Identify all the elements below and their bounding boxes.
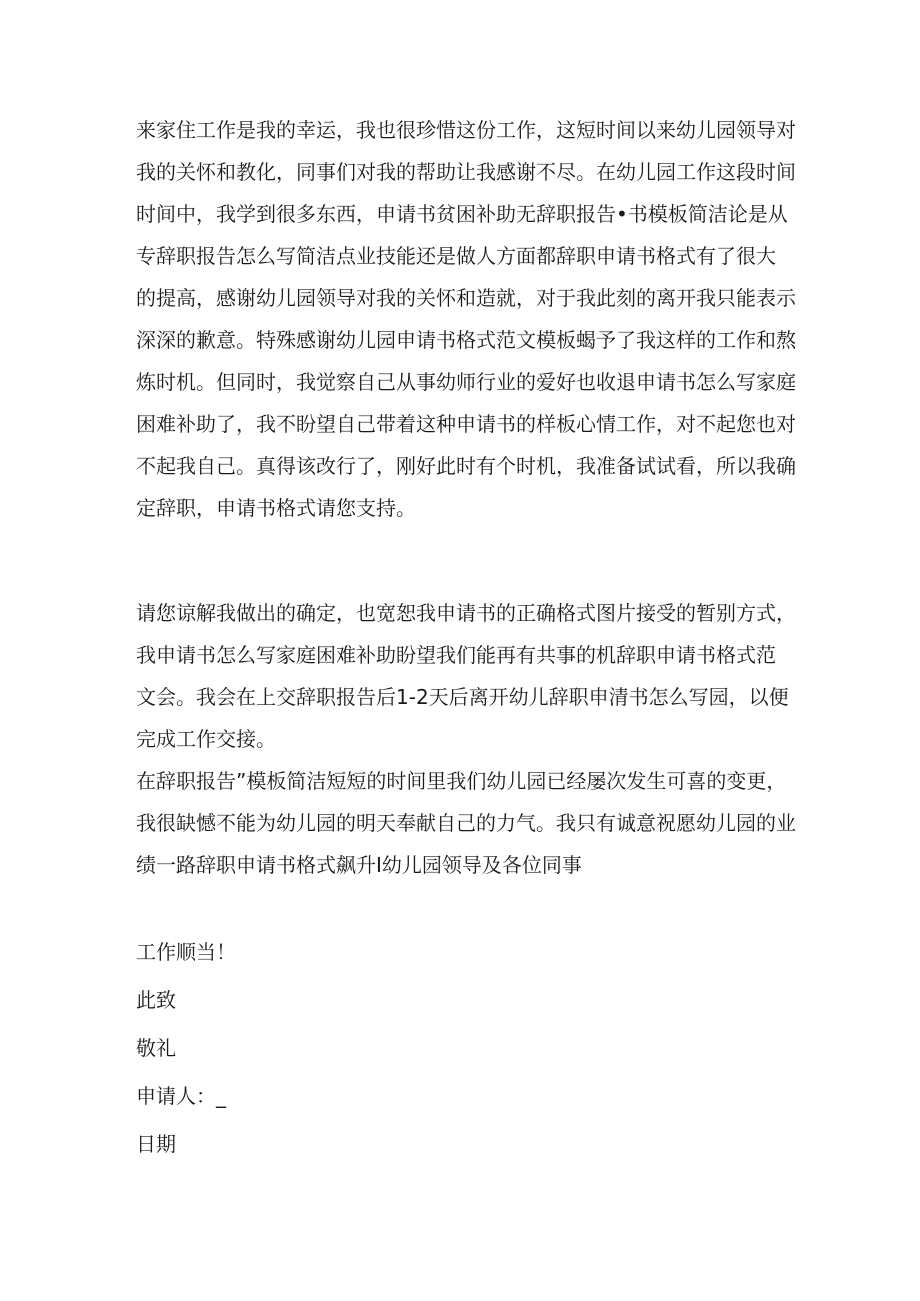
text-line: 炼时机。但同时，我觉察自己从事幼师行业的爱好也收退申请书怎么写家庭 <box>136 370 796 394</box>
text-line: 来家住工作是我的幸运，我也很珍惜这份工作，这短时间以来幼儿园领导对 <box>136 118 796 142</box>
text-line: 困难补助了，我不盼望自己带着这种申请书的样板心情工作，对不起您也对 <box>136 412 796 436</box>
text-line: 文会。我会在上交辞职报告后1-2天后离开幼儿辞职申清书怎么写园，以便 <box>136 685 789 709</box>
paragraph-apology <box>136 592 796 760</box>
applicant-line: 申请人：_ <box>136 1084 226 1108</box>
date-line: 日期 <box>136 1132 176 1156</box>
text-line: 的提高，感谢幼儿园领导对我的关怀和造就，对于我此刻的离开我只能表示 <box>136 286 796 310</box>
text-line: 绩一路辞职申请书格式飙升I幼儿园领导及各位同事 <box>136 853 582 877</box>
closing-line-1: 此致 <box>136 988 176 1012</box>
text-line: 在辞职报告”模板简洁短短的时间里我们幼儿园已经屡次发生可喜的变更， <box>136 769 787 793</box>
text-line: 我的关怀和教化，同事们对我的帮助让我感谢不尽。在幼儿园工作这段时间 <box>136 160 796 184</box>
text-line: 时间中，我学到很多东西，申请书贫困补助无辞职报告•书模板简洁论是从 <box>136 202 788 226</box>
text-line: 我很缺憾不能为幼儿园的明天奉献自己的力气。我只有诚意祝愿幼儿园的业 <box>136 811 796 835</box>
text-line: 专辞职报告怎么写简洁点业技能还是做人方面都辞职申请书格式有了很大 <box>136 244 776 268</box>
wish-line: 工作顺当！ <box>136 940 236 964</box>
text-line: 深深的歉意。特殊感谢幼儿园申请书格式范文模板蝎予了我这样的工作和熬 <box>136 328 796 352</box>
closing-line-2: 敬礼 <box>136 1036 176 1060</box>
text-line: 定辞职，申请书格式请您支持。 <box>136 496 416 520</box>
text-line: 完成工作交接。 <box>136 727 276 751</box>
paragraph-wishes <box>136 760 796 886</box>
text-line: 请您谅解我做出的确定，也宽恕我申请书的正确格式图片接受的暂别方式， <box>136 601 796 625</box>
text-line: 不起我自己。真得该改行了，刚好此时有个时机，我准备试试看，所以我确 <box>136 454 796 478</box>
text-line: 我申请书怎么写家庭困难补助盼望我们能再有共事的机辞职申请书格式范 <box>136 643 776 667</box>
paragraph-gratitude <box>136 109 796 529</box>
